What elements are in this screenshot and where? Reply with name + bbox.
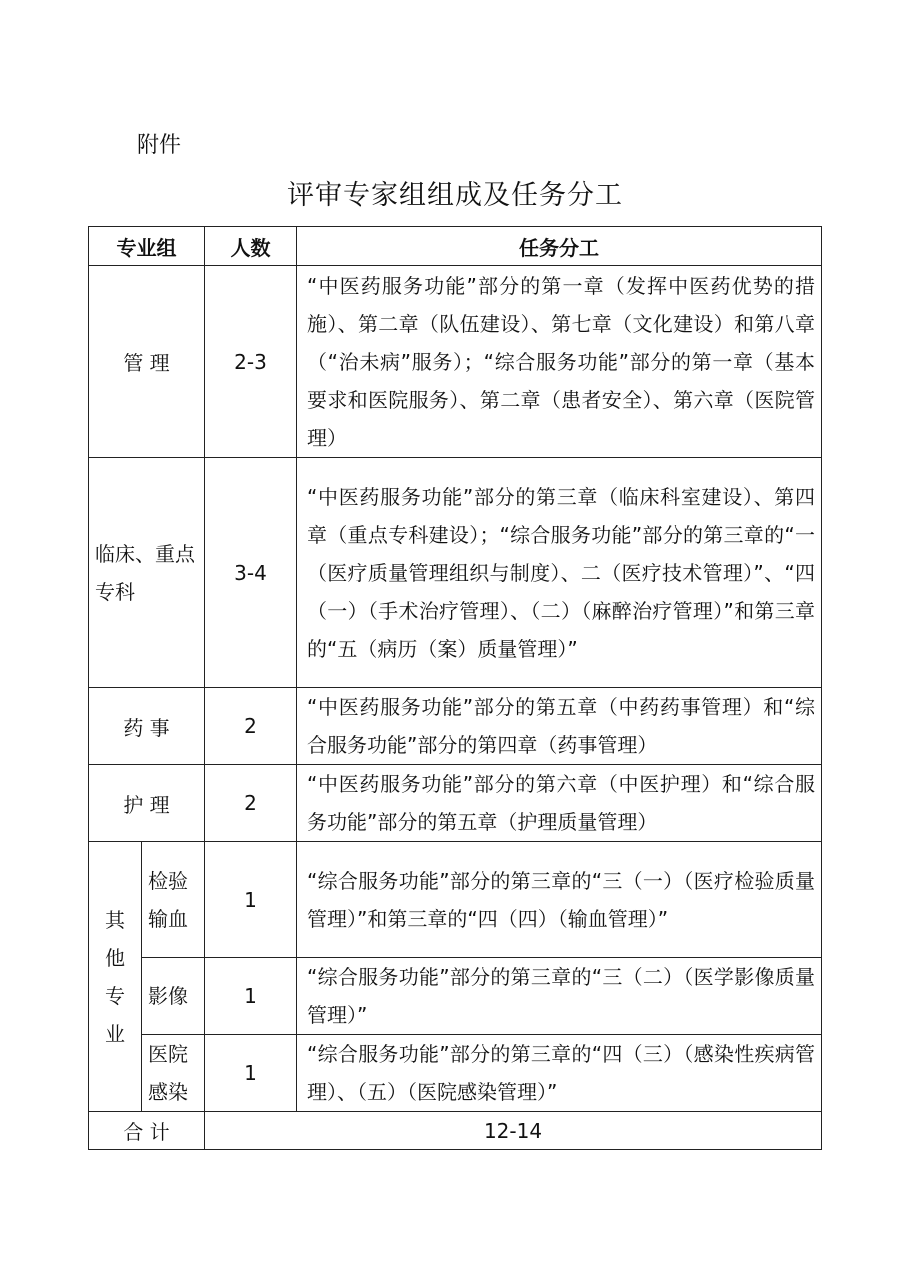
count-cell: 2-3: [205, 266, 297, 458]
count-cell: 1: [205, 958, 297, 1035]
task-cell: “中医药服务功能”部分的第六章（中医护理）和“综合服务功能”部分的第五章（护理质量管理）: [297, 765, 822, 842]
other-group-cell: [89, 842, 142, 1112]
count-cell: 2: [205, 765, 297, 842]
document-title: 评审专家组组成及任务分工: [287, 180, 623, 211]
task-cell: “综合服务功能”部分的第三章的“三（一）（医疗检验质量管理）”和第三章的“四（四）（输血管理）”: [297, 842, 822, 958]
group-cell: 管 理: [89, 266, 205, 458]
count-cell: 3-4: [205, 458, 297, 688]
total-value: 12-14: [205, 1112, 822, 1150]
table-row: [89, 688, 822, 765]
task-cell: “中医药服务功能”部分的第五章（中药药事管理）和“综合服务功能”部分的第四章（药事管理）: [297, 688, 822, 765]
subgroup-cell: 影像: [142, 958, 205, 1035]
subgroup-cell: 检验输血: [142, 842, 205, 958]
count-cell: 2: [205, 688, 297, 765]
table-row: [89, 765, 822, 842]
group-cell: 药 事: [89, 688, 205, 765]
table-row: [89, 958, 822, 1035]
table-row: [89, 458, 822, 688]
header-count: 人数: [205, 227, 297, 266]
task-cell: “中医药服务功能”部分的第一章（发挥中医药优势的措施）、第二章（队伍建设）、第七章（文化建设）和第八章（“治未病”服务）；“综合服务功能”部分的第一章（基本要求和医院服务）、第二章（患者安全）、第六章（医院管理）: [297, 266, 822, 458]
task-allocation-table: [88, 226, 822, 1150]
total-row: [89, 1112, 822, 1150]
attachment-label: 附件: [137, 133, 182, 158]
task-cell: “中医药服务功能”部分的第三章（临床科室建设）、第四章（重点专科建设）；“综合服务功能”部分的第三章的“一（医疗质量管理组织与制度）、二（医疗技术管理）”、“四（一）（手术治疗管理）、（二）（麻醉治疗管理）”和第三章的“五（病历（案）质量管理）”: [297, 458, 822, 688]
table-row: [89, 842, 822, 958]
total-label: 合 计: [89, 1112, 205, 1150]
task-cell: “综合服务功能”部分的第三章的“三（二）（医学影像质量管理）”: [297, 958, 822, 1035]
header-group: 专业组: [89, 227, 205, 266]
subgroup-cell: 医院感染: [142, 1035, 205, 1112]
header-task: 任务分工: [297, 227, 822, 266]
other-group-label: 其他专业: [105, 907, 125, 1046]
count-cell: 1: [205, 842, 297, 958]
count-cell: 1: [205, 1035, 297, 1112]
task-cell: “综合服务功能”部分的第三章的“四（三）（感染性疾病管理）、（五）（医院感染管理）”: [297, 1035, 822, 1112]
table-row: [89, 1035, 822, 1112]
table-header-row: [89, 227, 822, 266]
table-row: [89, 266, 822, 458]
group-cell: 护 理: [89, 765, 205, 842]
group-cell: 临床、重点专科: [89, 458, 205, 688]
